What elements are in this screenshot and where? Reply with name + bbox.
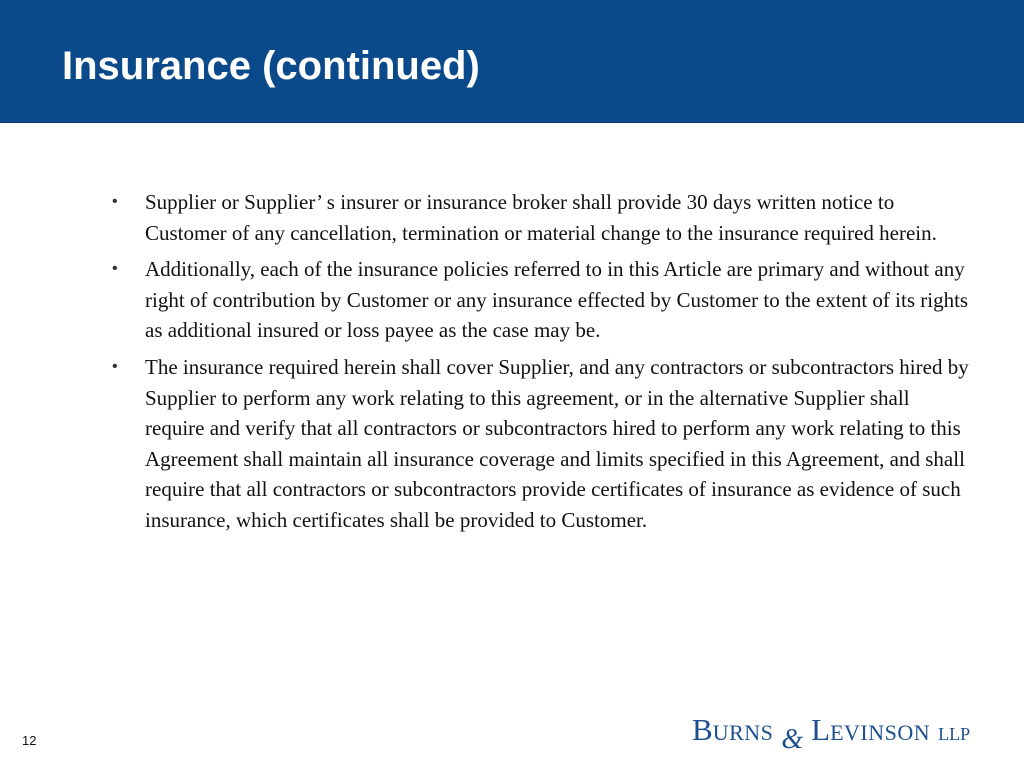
bullet-marker: • xyxy=(112,357,118,375)
firm-logo xyxy=(692,712,971,755)
bullet-text: Additionally, each of the insurance policies referred to in this Article are primary and without any right of contribution by Customer or any insurance effected by Customer to the extent of its rights as additional insured or loss payee as the case may be. xyxy=(145,257,969,343)
bullet-marker: • xyxy=(112,193,118,210)
slide-title: Insurance (continued) xyxy=(62,44,480,88)
page-number: 12 xyxy=(22,733,37,748)
logo-initial: B xyxy=(692,712,713,747)
logo-ampersand: & xyxy=(781,724,804,755)
logo-small-caps: URNS xyxy=(712,720,774,745)
title-bar xyxy=(0,0,1024,123)
bullet-item xyxy=(112,352,972,536)
logo-small-caps: EVINSON xyxy=(830,720,931,745)
bullet-item xyxy=(112,187,972,248)
bullet-item xyxy=(112,254,972,346)
bullet-list xyxy=(112,187,972,542)
bullet-text: The insurance required herein shall cover Supplier, and any contractors or subcontractors hired by Supplier to perform any work relating to this agreement, or in the alternative Supplier shall require and verify that all contractors or subcontractors hired to perform any work relating to this Agreement shall maintain all insurance coverage and limits specified in this Agreement, and shall require that all contractors or subcontractors provide certificates of insurance as evidence of such insurance, which certificates shall be provided to Customer. xyxy=(145,354,969,532)
logo-word-burns xyxy=(692,712,773,748)
bullet-marker: • xyxy=(112,260,118,278)
logo-initial: L xyxy=(811,712,831,747)
logo-suffix: LLP xyxy=(938,724,971,744)
bullet-text: Supplier or Supplier’ s insurer or insurance broker shall provide 30 days written notice to Customer of any cancellation, termination or material change to the insurance required herein. xyxy=(145,190,937,245)
logo-word-levinson xyxy=(811,712,930,748)
